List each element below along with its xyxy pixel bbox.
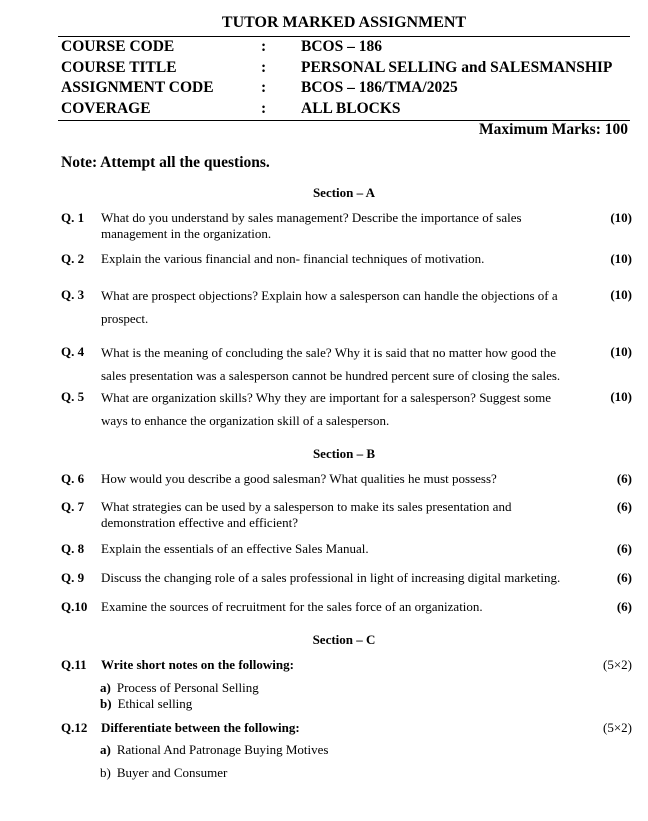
question-2 bbox=[61, 251, 632, 267]
question-marks: (10) bbox=[610, 287, 632, 302]
meta-separator: : bbox=[261, 38, 267, 55]
question-5 bbox=[61, 389, 632, 429]
maximum-marks: Maximum Marks: 100 bbox=[479, 121, 628, 138]
question-text: Differentiate between the following: bbox=[101, 720, 300, 735]
question-text: What are prospect objections? Explain how a salesperson can handle the objections of a prospect. bbox=[101, 288, 558, 326]
question-text: What are organization skills? Why they are important for a salesperson? Suggest some ways to enhance the organization skill of a salesperson. bbox=[101, 390, 552, 428]
meta-value: PERSONAL SELLING and SALESMANSHIP bbox=[301, 59, 613, 76]
question-7 bbox=[61, 499, 632, 531]
meta-separator: : bbox=[261, 59, 267, 76]
question-text: Discuss the changing role of a sales professional in light of increasing digital marketing. bbox=[101, 570, 561, 585]
part-text: Rational And Patronage Buying Motives bbox=[116, 742, 329, 757]
question-number: Q.10 bbox=[61, 599, 88, 614]
question-marks: (10) bbox=[610, 389, 632, 404]
question-number: Q. 8 bbox=[61, 541, 85, 556]
question-text: Explain the essentials of an effective Sales Manual. bbox=[101, 541, 369, 556]
meta-label: COURSE CODE bbox=[61, 38, 175, 55]
question-number: Q. 3 bbox=[61, 287, 85, 302]
section-c-heading: Section – C bbox=[312, 632, 376, 647]
meta-separator: : bbox=[261, 79, 267, 96]
meta-label: COVERAGE bbox=[61, 100, 151, 117]
question-text: What strategies can be used by a salesperson to make its sales presentation and demonstration effective and efficient? bbox=[101, 499, 512, 530]
question-number: Q. 1 bbox=[61, 210, 85, 225]
part-text: Buyer and Consumer bbox=[116, 765, 228, 780]
question-12-part-a bbox=[100, 742, 328, 758]
meta-row-course-code bbox=[61, 38, 631, 59]
question-10 bbox=[61, 599, 632, 615]
question-12-part-b bbox=[100, 765, 227, 781]
question-11-part-b bbox=[100, 696, 192, 712]
question-number: Q. 5 bbox=[61, 389, 85, 404]
question-marks: (10) bbox=[610, 344, 632, 359]
question-text: How would you describe a good salesman? What qualities he must possess? bbox=[101, 471, 497, 486]
meta-value: ALL BLOCKS bbox=[301, 100, 401, 117]
part-text: Ethical selling bbox=[117, 696, 193, 711]
meta-value: BCOS – 186/TMA/2025 bbox=[301, 79, 458, 96]
question-marks: (6) bbox=[616, 471, 632, 486]
question-1 bbox=[61, 210, 632, 242]
meta-row-coverage bbox=[61, 100, 631, 121]
header-top-rule bbox=[58, 36, 630, 37]
question-number: Q. 9 bbox=[61, 570, 85, 585]
part-label: a) bbox=[100, 742, 111, 757]
document-title: TUTOR MARKED ASSIGNMENT bbox=[221, 14, 467, 31]
meta-value: BCOS – 186 bbox=[301, 38, 382, 55]
question-marks: (6) bbox=[616, 499, 632, 514]
question-11-part-a bbox=[100, 680, 259, 696]
question-text: Examine the sources of recruitment for the sales force of an organization. bbox=[101, 599, 483, 614]
meta-row-course-title bbox=[61, 59, 631, 80]
part-text: Process of Personal Selling bbox=[116, 680, 259, 695]
question-number: Q. 2 bbox=[61, 251, 85, 266]
part-label: b) bbox=[100, 765, 111, 780]
question-6 bbox=[61, 471, 632, 487]
question-number: Q. 7 bbox=[61, 499, 85, 514]
question-text: What do you understand by sales management? Describe the importance of sales management in the organization. bbox=[101, 210, 522, 241]
question-text: Write short notes on the following: bbox=[101, 657, 294, 672]
question-number: Q. 6 bbox=[61, 471, 85, 486]
question-12 bbox=[61, 720, 632, 736]
question-8 bbox=[61, 541, 632, 557]
section-a-heading: Section – A bbox=[312, 185, 376, 200]
meta-row-assignment-code bbox=[61, 79, 631, 100]
meta-separator: : bbox=[261, 100, 267, 117]
question-4 bbox=[61, 344, 632, 384]
part-label: b) bbox=[100, 696, 112, 711]
question-number: Q.11 bbox=[61, 657, 87, 672]
question-marks: (6) bbox=[616, 541, 632, 556]
question-text: What is the meaning of concluding the sale? Why it is said that no matter how good the sales presentation was a salesperson cannot be hundred percent sure of closing the sales. bbox=[101, 345, 561, 383]
question-9 bbox=[61, 570, 632, 586]
question-marks: (6) bbox=[616, 570, 632, 585]
question-marks: (10) bbox=[610, 251, 632, 266]
section-b-heading: Section – B bbox=[312, 446, 376, 461]
question-marks: (10) bbox=[610, 210, 632, 225]
question-text: Explain the various financial and non- financial techniques of motivation. bbox=[101, 251, 485, 266]
meta-label: COURSE TITLE bbox=[61, 59, 177, 76]
question-marks: (5×2) bbox=[603, 657, 632, 672]
question-number: Q. 4 bbox=[61, 344, 85, 359]
question-marks: (5×2) bbox=[603, 720, 632, 735]
instruction-note: Note: Attempt all the questions. bbox=[61, 154, 270, 171]
question-marks: (6) bbox=[616, 599, 632, 614]
question-11 bbox=[61, 657, 632, 673]
question-number: Q.12 bbox=[61, 720, 88, 735]
question-3 bbox=[61, 287, 632, 327]
meta-label: ASSIGNMENT CODE bbox=[61, 79, 214, 96]
part-label: a) bbox=[100, 680, 111, 695]
